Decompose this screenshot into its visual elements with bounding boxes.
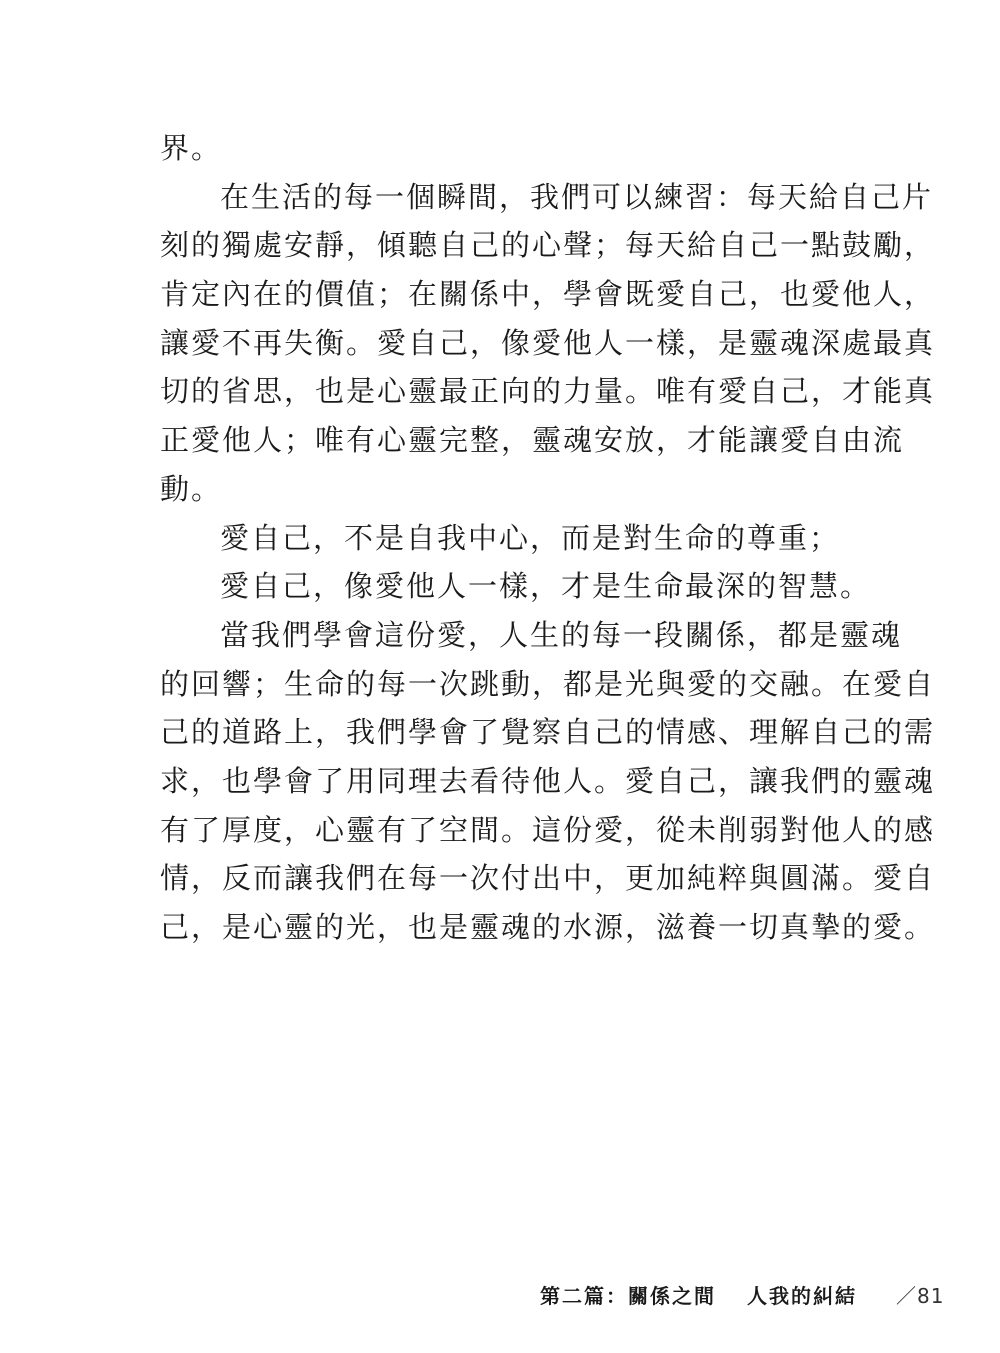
quote-line: 愛自己，不是自我中心，而是對生命的尊重； <box>220 520 841 555</box>
page-number: ／81 <box>896 1284 945 1308</box>
text-line: 肯定內在的價值；在關係中，學會既愛自己，也愛他人， <box>160 277 936 312</box>
text-line: 動。 <box>160 471 223 506</box>
text-line: 刻的獨處安靜，傾聽自己的心聲；每天給自己一點鼓勵， <box>160 228 936 263</box>
quote-line: 愛自己，像愛他人一樣，才是生命最深的智慧。 <box>220 569 872 604</box>
text-line: 求，也學會了用同理去看待他人。愛自己，讓我們的靈魂 <box>160 763 936 798</box>
text-line: 正愛他人；唯有心靈完整，靈魂安放，才能讓愛自由流 <box>160 423 905 458</box>
page-body <box>160 124 936 952</box>
text-line: 的回響；生命的每一次跳動，都是光與愛的交融。在愛自 <box>160 666 936 701</box>
page-footer <box>540 1280 945 1312</box>
text-line: 情，反而讓我們在每一次付出中，更加純粹與圓滿。愛自 <box>160 861 936 896</box>
paragraph-first-line: 當我們學會這份愛，人生的每一段關係，都是靈魂 <box>220 617 903 652</box>
text-line: 界。 <box>160 131 223 165</box>
running-subhead: 人我的糾結 <box>747 1284 857 1308</box>
text-line: 有了厚度，心靈有了空間。這份愛，從未削弱對他人的感 <box>160 812 936 847</box>
text-line: 己的道路上，我們學會了覺察自己的情感、理解自己的需 <box>160 715 936 750</box>
paragraph-first-line: 在生活的每一個瞬間，我們可以練習：每天給自己片 <box>220 179 934 214</box>
running-head: 第二篇：關係之間 <box>540 1284 716 1308</box>
text-line: 切的省思，也是心靈最正向的力量。唯有愛自己，才能真 <box>160 374 936 409</box>
text-line: 己，是心靈的光，也是靈魂的水源，滋養一切真摯的愛。 <box>160 910 936 944</box>
text-line: 讓愛不再失衡。愛自己，像愛他人一樣，是靈魂深處最真 <box>160 325 936 360</box>
